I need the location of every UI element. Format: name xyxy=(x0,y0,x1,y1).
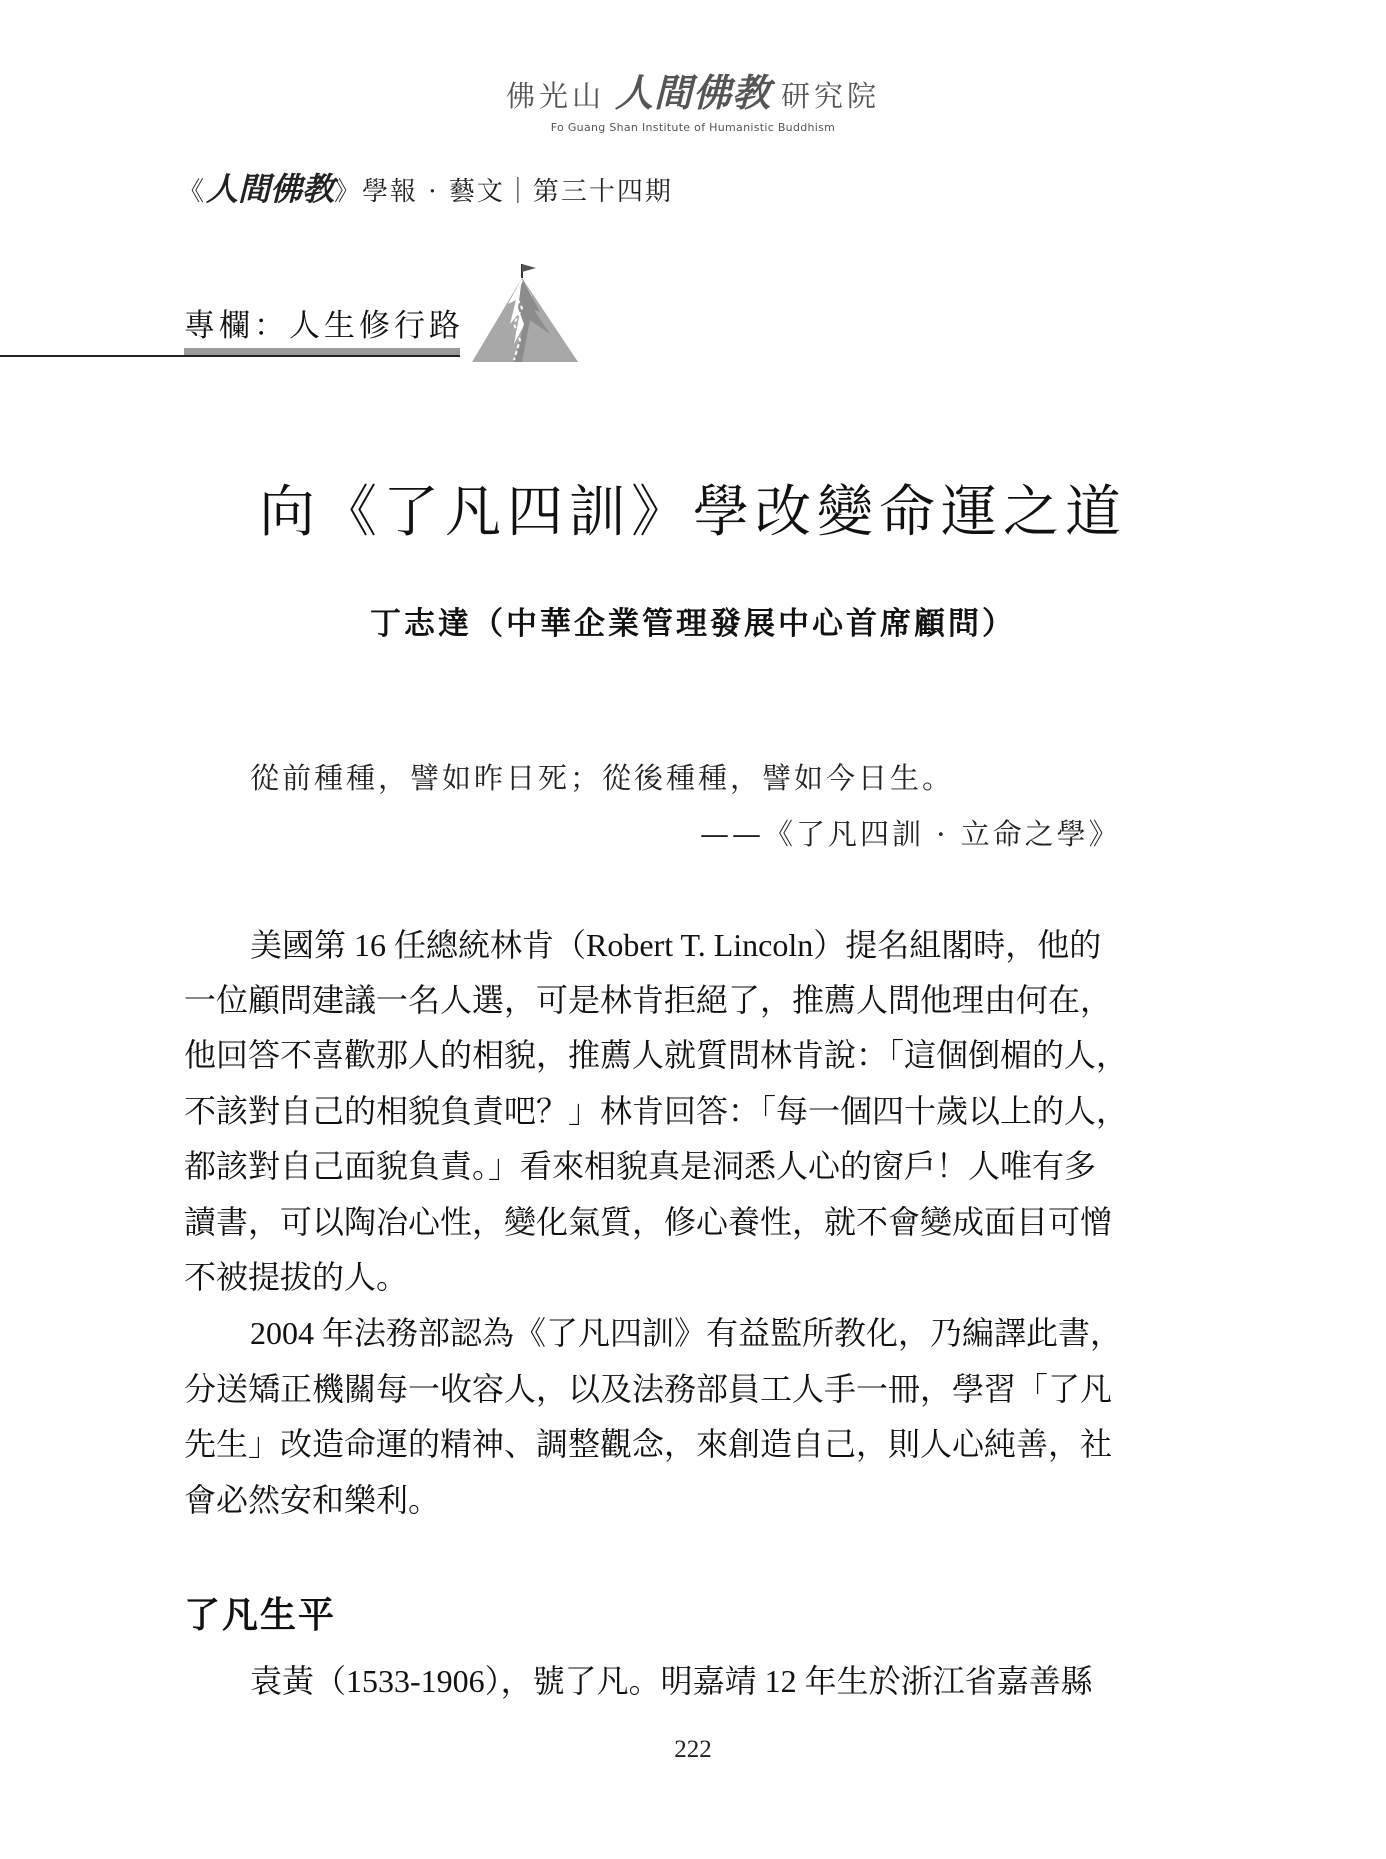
paragraph-line: 讀書，可以陶冶心性，變化氣質，修心養性，就不會變成面目可憎 xyxy=(184,1204,1113,1240)
journal-issue: 》學報 · 藝文｜第三十四期 xyxy=(334,177,673,207)
article-title: 向《了凡四訓》學改變命運之道 xyxy=(259,480,1127,545)
institute-english-name: Fo Guang Shan Institute of Humanistic Buddhism xyxy=(550,121,836,134)
journal-brand: 人間佛教 xyxy=(206,170,335,208)
institute-name xyxy=(506,62,880,117)
column-underline-thick xyxy=(184,348,460,355)
page-number: 222 xyxy=(674,1736,712,1763)
paragraph-line: 不被提拔的人。 xyxy=(184,1259,409,1295)
journal-open-bracket: 《 xyxy=(178,177,207,207)
paragraph-line: 一位顧問建議一名人選，可是林肯拒絕了，推薦人問他理由何在， xyxy=(184,982,1113,1018)
epigraph-source: ——《了凡四訓 · 立命之學》 xyxy=(700,817,1121,851)
paragraph-line: 分送矯正機關每一收容人，以及法務部員工人手一冊，學習「了凡 xyxy=(184,1371,1113,1407)
journal-line xyxy=(178,164,673,210)
paragraph-line: 都該對自己面貌負責。」看來相貌真是洞悉人心的窗戶！人唯有多 xyxy=(184,1148,1097,1184)
section-heading: 了凡生平 xyxy=(184,1595,337,1636)
epigraph-quote: 從前種種，譬如昨日死；從後種種，譬如今日生。 xyxy=(250,761,955,795)
paragraph-line: 美國第 16 任總統林肯（Robert T. Lincoln）提名組閣時，他的 xyxy=(250,927,1102,963)
paragraph-line: 他回答不喜歡那人的相貌，推薦人就質問林肯說：「這個倒楣的人， xyxy=(184,1037,1129,1073)
paragraph-line: 先生」改造命運的精神、調整觀念，來創造自己，則人心純善，社 xyxy=(184,1426,1113,1462)
paragraph-line: 不該對自己的相貌負責吧？」林肯回答：「每一個四十歲以上的人， xyxy=(184,1093,1129,1129)
institute-name-left: 佛光山 xyxy=(505,79,605,113)
institute-brand-logo: 人間佛教 xyxy=(614,70,771,115)
article-author: 丁志達（中華企業管理發展中心首席顧問） xyxy=(370,606,1016,642)
column-label: 專欄：人生修行路 xyxy=(184,308,464,344)
paragraph-line: 會必然安和樂利。 xyxy=(184,1482,441,1518)
mountain-flag-icon xyxy=(470,264,580,364)
institute-header xyxy=(0,62,1386,134)
paragraph-line: 2004 年法務部認為《了凡四訓》有益監所教化，乃編譯此書， xyxy=(250,1315,1123,1351)
section-first-line: 袁黃（1533-1906），號了凡。明嘉靖 12 年生於浙江省嘉善縣 xyxy=(250,1663,1093,1699)
institute-name-right: 研究院 xyxy=(781,79,881,113)
column-underline-thin xyxy=(0,355,460,357)
